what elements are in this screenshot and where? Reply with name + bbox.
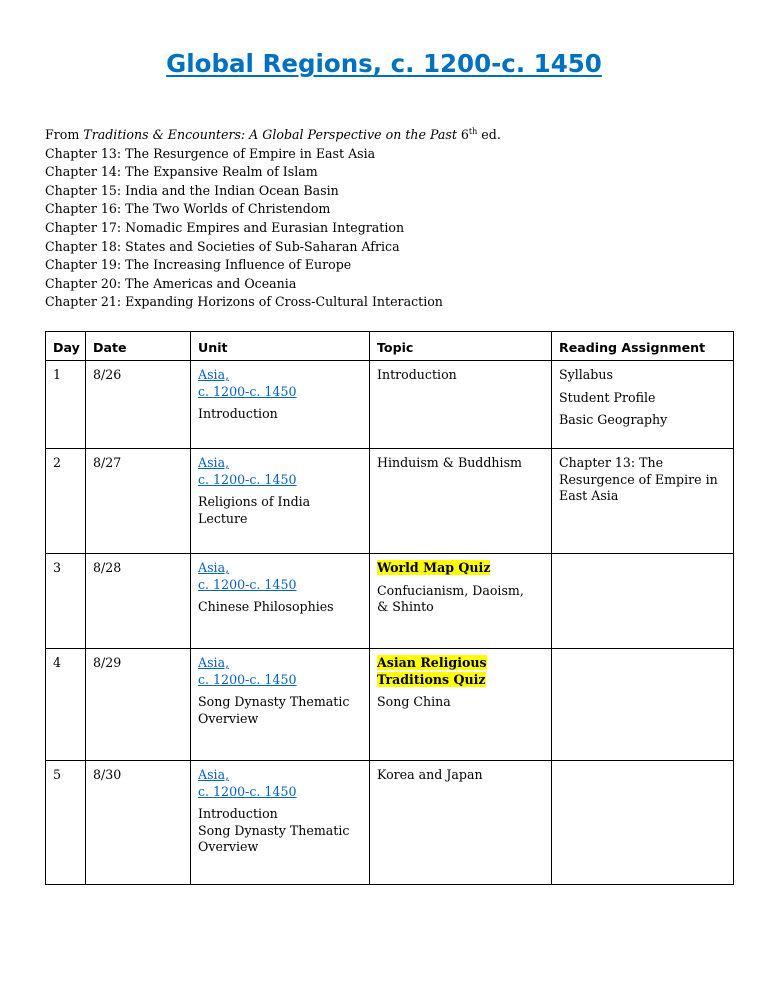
topic-text: & Shinto [377, 599, 434, 614]
date-cell: 8/29 [86, 649, 191, 761]
date-cell: 8/28 [86, 554, 191, 649]
date-cell: 8/30 [86, 761, 191, 885]
header-date: Date [86, 332, 191, 361]
topic-cell [370, 449, 552, 554]
chapter-line: Chapter 13: The Resurgence of Empire in East Asia [45, 145, 376, 161]
unit-link[interactable]: Asia, c. 1200-c. 1450 [198, 367, 297, 399]
chapter-line: Chapter 14: The Expansive Realm of Islam [45, 164, 318, 180]
reading-item: Resurgence of Empire in [559, 471, 718, 487]
reading-cell [552, 361, 734, 449]
topic-text: Korea and Japan [377, 767, 483, 782]
chapter-line: Chapter 19: The Increasing Influence of Europe [45, 257, 352, 273]
chapter-line: Chapter 15: India and the Indian Ocean Basin [45, 182, 339, 198]
intro-block [45, 126, 745, 312]
topic-text: Song China [377, 694, 451, 709]
day-cell: 1 [46, 361, 86, 449]
unit-description: Lecture [198, 510, 248, 526]
unit-description: Song Dynasty Thematic [198, 822, 350, 838]
unit-description: Song Dynasty Thematic [198, 694, 350, 709]
reading-item: Syllabus [559, 367, 613, 382]
quiz-highlight: Traditions Quiz [377, 671, 486, 687]
chapter-line: Chapter 17: Nomadic Empires and Eurasian Integration [45, 219, 405, 235]
header-unit: Unit [191, 332, 370, 361]
topic-text: Hinduism & Buddhism [377, 455, 522, 470]
header-reading: Reading Assignment [552, 332, 734, 361]
unit-cell [191, 554, 370, 649]
reading-item: East Asia [559, 488, 619, 503]
source-line: From Traditions & Encounters: A Global Perspective on the Past 6th ed. [45, 126, 501, 142]
unit-description: Chinese Philosophies [198, 599, 334, 614]
unit-description: Religions of India [198, 494, 311, 509]
topic-text: Introduction [377, 367, 457, 382]
unit-description: Introduction [198, 806, 278, 821]
day-cell: 5 [46, 761, 86, 885]
chapter-line: Chapter 21: Expanding Horizons of Cross-Cultural Interaction [45, 294, 443, 310]
chapter-line: Chapter 18: States and Societies of Sub-Saharan Africa [45, 238, 400, 254]
unit-link[interactable]: Asia, c. 1200-c. 1450 [198, 767, 297, 799]
table-row [46, 554, 734, 649]
table-row [46, 649, 734, 761]
unit-cell [191, 761, 370, 885]
unit-description: Overview [198, 839, 259, 854]
day-cell: 2 [46, 449, 86, 554]
reading-cell [552, 761, 734, 885]
topic-text: Confucianism, Daoism, [377, 582, 524, 598]
date-cell: 8/26 [86, 361, 191, 449]
reading-item: Chapter 13: The [559, 455, 664, 470]
schedule-table [45, 331, 734, 885]
topic-cell [370, 649, 552, 761]
unit-link[interactable]: Asia, c. 1200-c. 1450 [198, 560, 297, 592]
reading-cell [552, 554, 734, 649]
unit-cell [191, 449, 370, 554]
topic-cell [370, 361, 552, 449]
unit-link[interactable]: Asia, c. 1200-c. 1450 [198, 455, 297, 487]
reading-cell [552, 449, 734, 554]
reading-item: Student Profile [559, 389, 656, 405]
date-cell: 8/27 [86, 449, 191, 554]
day-cell: 3 [46, 554, 86, 649]
table-row [46, 761, 734, 885]
table-row [46, 449, 734, 554]
table-header-row [46, 332, 734, 361]
day-cell: 4 [46, 649, 86, 761]
page-title: Global Regions, c. 1200-c. 1450 [166, 49, 602, 78]
header-day: Day [46, 332, 86, 361]
reading-cell [552, 649, 734, 761]
header-topic: Topic [370, 332, 552, 361]
chapter-line: Chapter 20: The Americas and Oceania [45, 275, 297, 291]
unit-link[interactable]: Asia, c. 1200-c. 1450 [198, 655, 297, 687]
quiz-highlight: World Map Quiz [377, 560, 491, 575]
table-row [46, 361, 734, 449]
chapter-line: Chapter 16: The Two Worlds of Christendom [45, 201, 331, 217]
unit-cell [191, 361, 370, 449]
unit-cell [191, 649, 370, 761]
topic-cell [370, 554, 552, 649]
unit-description: Overview [198, 710, 259, 726]
topic-cell [370, 761, 552, 885]
quiz-highlight: Asian Religious [377, 655, 487, 670]
unit-description: Introduction [198, 406, 278, 421]
reading-item: Basic Geography [559, 412, 668, 427]
